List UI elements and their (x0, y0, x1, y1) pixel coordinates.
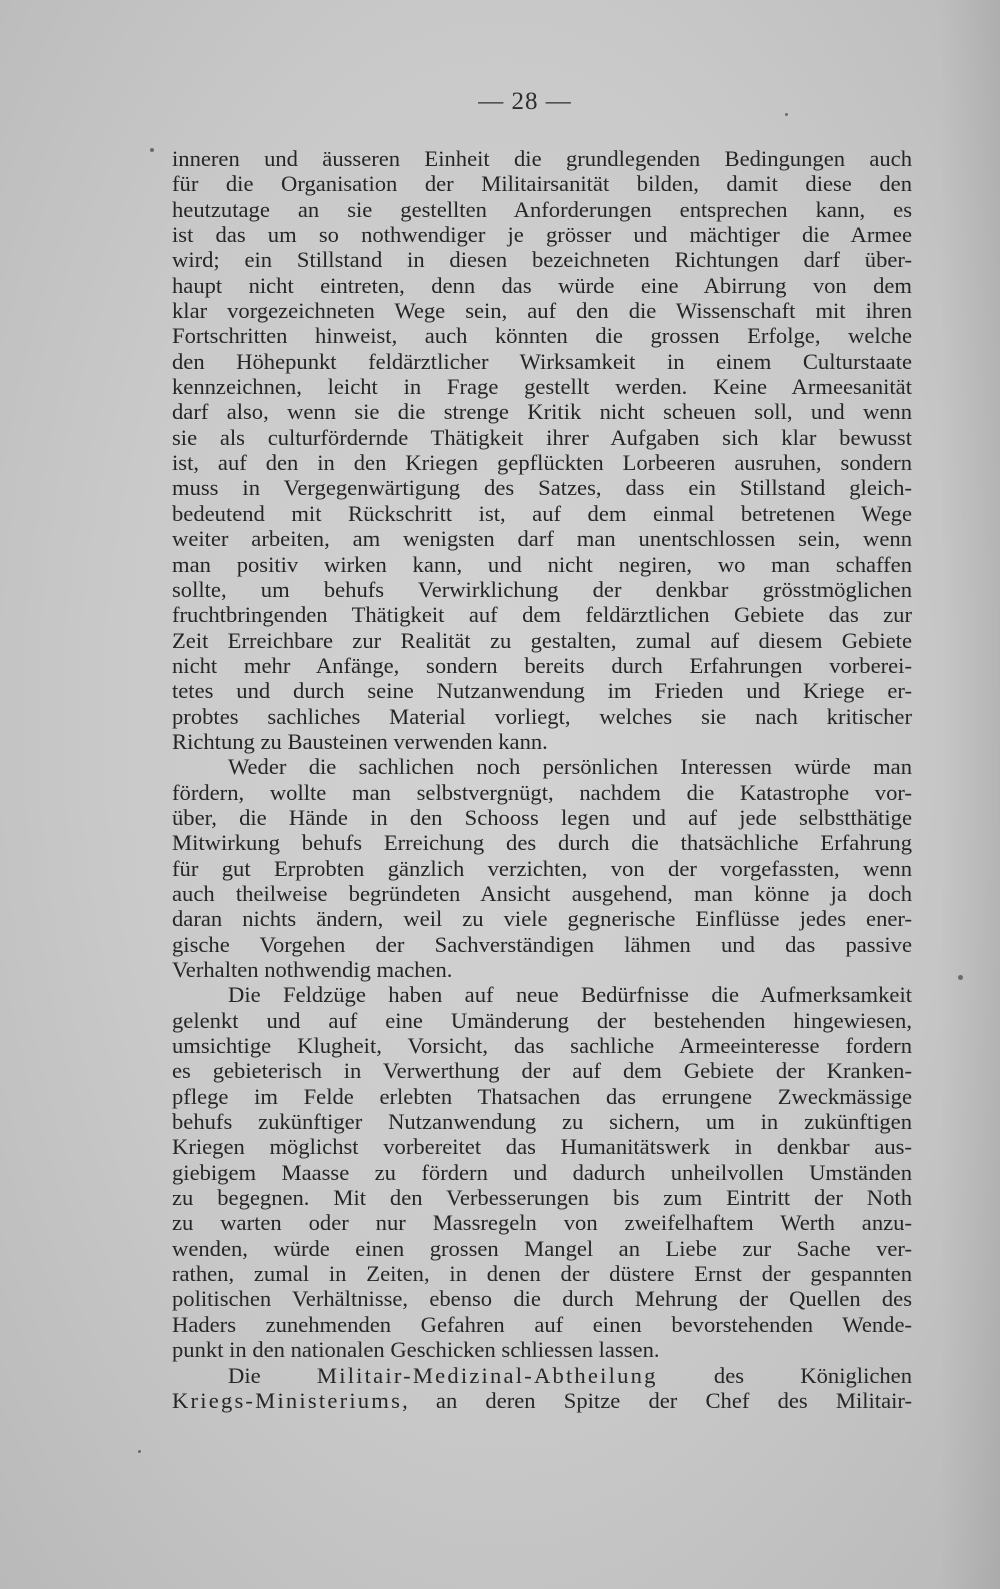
paragraph-2 (172, 754, 912, 982)
emphasized-text: Militair-Medizinal-Abtheilung (316, 1362, 658, 1388)
text-line: giebigem Maasse zu fördern und dadurch unheilvollen Umständen (172, 1159, 912, 1185)
text-line: fördern, wollte man selbstvergnügt, nachdem die Katastrophe vor- (172, 779, 912, 805)
text-line: für gut Erprobten gänzlich verzichten, von der vorgefassten, wenn (172, 855, 912, 881)
text-line: fruchtbringenden Thätigkeit auf dem feldärztlichen Gebiete das zur (172, 602, 912, 628)
text-line: pflege im Felde erlebten Thatsachen das errungene Zweckmässige (172, 1083, 912, 1109)
emphasized-text: Kriegs-Ministeriums (172, 1387, 403, 1413)
text-line: behufs zukünftiger Nutzanwendung zu sichern, um in zukünftigen (172, 1109, 912, 1135)
text-line: sollte, um behufs Verwirklichung der denkbar grösstmöglichen (172, 576, 912, 602)
text-line: zu begegnen. Mit den Verbesserungen bis zum Eintritt der Noth (172, 1185, 912, 1211)
text-line: sie als culturfördernde Thätigkeit ihrer Aufgaben sich klar bewusst (172, 424, 912, 450)
text-line: Weder die sachlichen noch persönlichen Interessen würde man (228, 754, 912, 780)
text-line: kennzeichnen, leicht in Frage gestellt werden. Keine Armeesanität (172, 374, 912, 400)
text-line: über, die Hände in den Schooss legen und auf jede selbstthätige (172, 804, 912, 830)
paper-speck (138, 1450, 141, 1453)
text-line: politischen Verhältnisse, ebenso die durch Mehrung der Quellen des (172, 1286, 912, 1312)
text-line: Richtung zu Bausteinen verwenden kann. (172, 728, 548, 754)
paragraph-1 (172, 146, 912, 754)
text-line: für die Organisation der Militairsanität bilden, damit diese den (172, 171, 912, 197)
text-line: gelenkt und auf eine Umänderung der bestehenden hingewiesen, (172, 1007, 912, 1033)
text-line: zu warten oder nur Massregeln von zweifelhaftem Werth anzu- (172, 1210, 912, 1236)
text-line: heutzutage an sie gestellten Anforderungen entsprechen kann, es (172, 196, 912, 222)
text-line: Haders zunehmenden Gefahren auf einen bevorstehenden Wende- (172, 1311, 912, 1337)
text-line: den Höhepunkt feldärztlicher Wirksamkeit in einem Culturstaate (172, 348, 912, 374)
paragraph-3 (172, 982, 912, 1362)
text-line: rathen, zumal in Zeiten, in denen der düstere Ernst der gespannten (172, 1261, 912, 1287)
text-line: Kriegen möglichst vorbereitet das Humanitätswerk in denkbar aus- (172, 1134, 912, 1160)
text-line (172, 1388, 912, 1413)
text-line: tetes und durch seine Nutzanwendung im Frieden und Kriege er- (172, 678, 912, 704)
text-line: Mitwirkung behufs Erreichung des durch die thatsächliche Erfahrung (172, 830, 912, 856)
text-line: muss in Vergegenwärtigung des Satzes, dass ein Stillstand gleich- (172, 475, 912, 501)
text-line: umsichtige Klugheit, Vorsicht, das sachliche Armeeinteresse fordern (172, 1033, 912, 1059)
paper-speck (150, 148, 154, 152)
text-line: man positiv wirken kann, und nicht negiren, wo man schaffen (172, 551, 912, 577)
text-fragment: , an deren Spitze der Chef des Militair- (402, 1387, 912, 1413)
text-line: Die Feldzüge haben auf neue Bedürfnisse die Aufmerksamkeit (228, 982, 912, 1008)
body-text (172, 146, 912, 1413)
text-line: probtes sachliches Material vorliegt, welches sie nach kritischer (172, 703, 912, 729)
page-edge-shadow (940, 0, 1000, 1589)
text-line: Fortschritten hinweist, auch könnten die grossen Erfolge, welche (172, 323, 912, 349)
text-line: klar vorgezeichneten Wege sein, auf den die Wissenschaft mit ihren (172, 298, 912, 324)
text-line: ist, auf den in den Kriegen gepflückten Lorbeeren ausruhen, sondern (172, 450, 912, 476)
text-line: Verhalten nothwendig machen. (172, 957, 453, 982)
text-line: inneren und äusseren Einheit die grundlegenden Bedingungen auch (172, 146, 912, 171)
text-line: daran nichts ändern, weil zu viele gegnerische Einflüsse jedes ener- (172, 906, 912, 932)
paragraph-4 (172, 1363, 912, 1414)
text-line: nicht mehr Anfänge, sondern bereits durch Erfahrungen vorberei- (172, 652, 912, 678)
text-fragment: Die (228, 1362, 317, 1388)
text-line: wenden, würde einen grossen Mangel an Liebe zur Sache ver- (172, 1235, 912, 1261)
text-line: gische Vorgehen der Sachverständigen lähmen und das passive (172, 931, 912, 957)
text-line: ist das um so nothwendiger je grösser und mächtiger die Armee (172, 222, 912, 248)
text-line: haupt nicht eintreten, denn das würde eine Abirrung von dem (172, 272, 912, 298)
text-line: bedeutend mit Rückschritt ist, auf dem einmal betretenen Wege (172, 500, 912, 526)
text-line: weiter arbeiten, am wenigsten darf man unentschlossen sein, wenn (172, 526, 912, 552)
text-fragment: des Königlichen (657, 1362, 912, 1388)
text-line: Zeit Erreichbare zur Realität zu gestalten, zumal auf diesem Gebiete (172, 627, 912, 653)
text-line: auch theilweise begründeten Ansicht ausgehend, man könne ja doch (172, 880, 912, 906)
paper-speck (958, 975, 963, 980)
text-line: punkt in den nationalen Geschicken schliessen lassen. (172, 1337, 660, 1363)
text-line: es gebieterisch in Verwerthung der auf dem Gebiete der Kranken- (172, 1058, 912, 1084)
text-line (172, 1363, 912, 1388)
text-line: darf also, wenn sie die strenge Kritik nicht scheuen soll, und wenn (172, 399, 912, 425)
text-line: wird; ein Stillstand in diesen bezeichneten Richtungen darf über- (172, 247, 912, 273)
paper-speck (785, 113, 788, 116)
page-number: — 28 — (478, 88, 572, 115)
